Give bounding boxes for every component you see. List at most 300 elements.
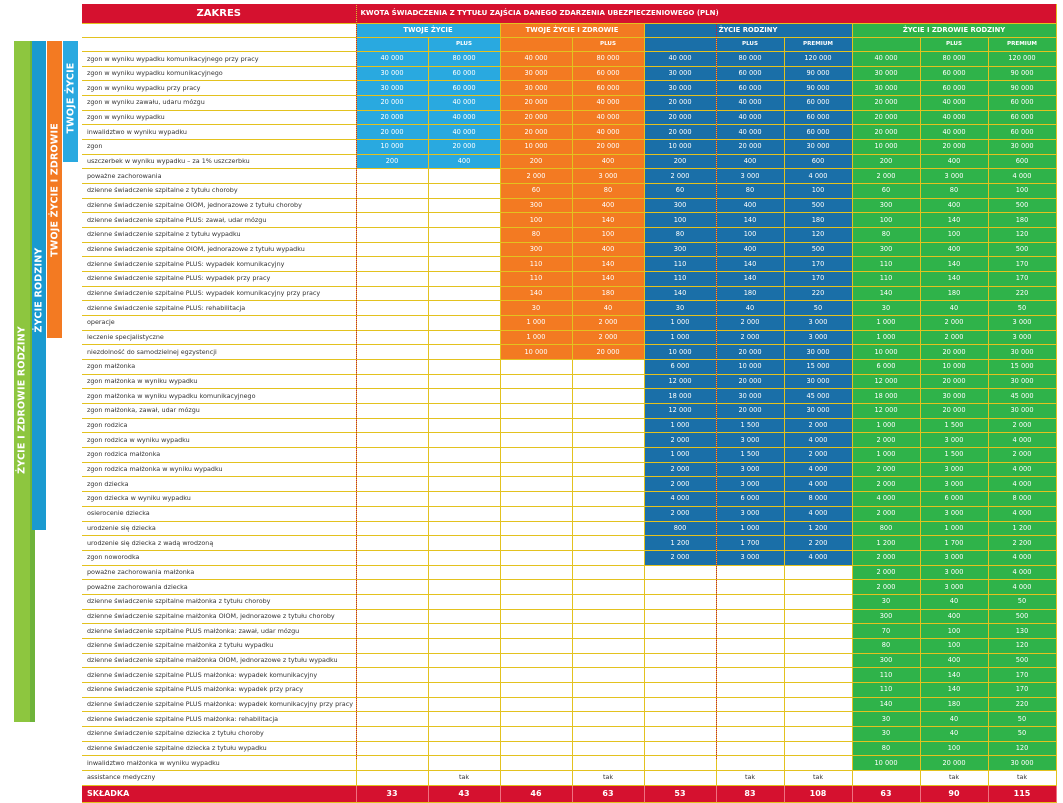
table-row — [82, 521, 1056, 536]
group-header: ŻYCIE RODZINY — [644, 24, 852, 38]
table-row — [82, 125, 1056, 140]
value-cell: 40 000 — [920, 96, 988, 111]
value-cell — [784, 609, 852, 624]
value-cell: 1 200 — [852, 536, 920, 551]
value-cell — [716, 565, 784, 580]
value-cell — [572, 404, 644, 419]
header-row — [82, 4, 1056, 24]
value-cell — [428, 536, 500, 551]
row-label: osierocenie dziecka — [82, 506, 356, 521]
row-label: zgon rodzica małżonka w wyniku wypadku — [82, 462, 356, 477]
value-cell: 3 000 — [920, 462, 988, 477]
row-label: niezdolność do samodzielnej egzystencji — [82, 345, 356, 360]
value-cell: 120 — [988, 638, 1056, 653]
value-cell: 1 000 — [852, 316, 920, 331]
value-cell: 180 — [920, 286, 988, 301]
value-cell — [356, 624, 428, 639]
value-cell — [500, 594, 572, 609]
value-cell: 300 — [644, 242, 716, 257]
value-cell: 60 000 — [716, 81, 784, 96]
value-cell — [572, 360, 644, 375]
value-cell: 100 — [572, 228, 644, 243]
value-cell — [356, 360, 428, 375]
value-cell — [572, 624, 644, 639]
value-cell: 500 — [988, 653, 1056, 668]
value-cell — [644, 756, 716, 771]
value-cell: 1 500 — [716, 448, 784, 463]
value-cell — [572, 477, 644, 492]
value-cell — [500, 433, 572, 448]
value-cell: 60 000 — [428, 66, 500, 81]
value-cell: 20 000 — [716, 345, 784, 360]
table-row — [82, 756, 1056, 771]
value-cell: 30 000 — [988, 756, 1056, 771]
row-label: poważne zachorowania — [82, 169, 356, 184]
value-cell — [644, 580, 716, 595]
value-cell: 20 000 — [356, 96, 428, 111]
value-cell — [428, 565, 500, 580]
value-cell: 50 — [988, 726, 1056, 741]
value-cell: 140 — [716, 257, 784, 272]
table-row — [82, 653, 1056, 668]
value-cell: 100 — [920, 624, 988, 639]
side-label-zycie-i-zdrowie-rodziny: ŻYCIE I ZDROWIE RODZINY — [16, 326, 28, 474]
value-cell: 50 — [988, 594, 1056, 609]
value-cell: 20 000 — [920, 756, 988, 771]
subheader-cell: PREMIUM — [784, 38, 852, 52]
value-cell: 4 000 — [784, 506, 852, 521]
row-label: zgon w wyniku zawału, udaru mózgu — [82, 96, 356, 111]
value-cell — [428, 228, 500, 243]
value-cell — [784, 741, 852, 756]
value-cell: 2 000 — [852, 433, 920, 448]
value-cell — [500, 726, 572, 741]
assistance-cell: tak — [716, 770, 784, 785]
value-cell — [500, 462, 572, 477]
value-cell — [356, 609, 428, 624]
value-cell: 140 — [920, 257, 988, 272]
value-cell: 130 — [988, 624, 1056, 639]
row-label: zgon rodzica w wyniku wypadku — [82, 433, 356, 448]
value-cell — [716, 653, 784, 668]
row-label: zgon małżonka w wyniku wypadku — [82, 374, 356, 389]
value-cell — [644, 609, 716, 624]
row-label: zgon dziecka w wyniku wypadku — [82, 492, 356, 507]
value-cell: 2 000 — [572, 330, 644, 345]
table-row — [82, 418, 1056, 433]
value-cell: 30 000 — [716, 389, 784, 404]
value-cell — [428, 286, 500, 301]
value-cell: 1 000 — [852, 418, 920, 433]
value-cell: 20 000 — [852, 125, 920, 140]
value-cell — [644, 668, 716, 683]
value-cell: 2 000 — [500, 169, 572, 184]
value-cell: 30 000 — [356, 81, 428, 96]
value-cell: 2 200 — [784, 536, 852, 551]
value-cell: 40 — [920, 712, 988, 727]
value-cell: 60 000 — [572, 81, 644, 96]
subheader-cell — [852, 38, 920, 52]
table-row — [82, 506, 1056, 521]
value-cell: 2 000 — [572, 316, 644, 331]
value-cell: 300 — [852, 609, 920, 624]
skladka-cell: 115 — [988, 785, 1056, 802]
value-cell: 170 — [988, 272, 1056, 287]
row-label: poważne zachorowania małżonka — [82, 565, 356, 580]
row-label: zgon noworodka — [82, 550, 356, 565]
table-row — [82, 697, 1056, 712]
row-label: zgon rodzica — [82, 418, 356, 433]
value-cell: 20 000 — [644, 110, 716, 125]
value-cell: 1 500 — [920, 418, 988, 433]
value-cell: 40 000 — [428, 96, 500, 111]
value-cell — [572, 594, 644, 609]
value-cell: 20 000 — [716, 404, 784, 419]
table-row — [82, 389, 1056, 404]
value-cell — [572, 433, 644, 448]
value-cell: 1 200 — [784, 521, 852, 536]
row-label: dzienne świadczenie szpitalne małżonka OIOM, jednorazowe z tytułu choroby — [82, 609, 356, 624]
value-cell: 4 000 — [988, 565, 1056, 580]
value-cell — [572, 609, 644, 624]
value-cell: 40 000 — [920, 125, 988, 140]
value-cell — [572, 550, 644, 565]
row-label: dzienne świadczenie szpitalne małżonka z tytułu wypadku — [82, 638, 356, 653]
value-cell — [784, 712, 852, 727]
value-cell — [428, 726, 500, 741]
value-cell — [716, 580, 784, 595]
value-cell: 30 000 — [500, 81, 572, 96]
value-cell: 45 000 — [784, 389, 852, 404]
value-cell: 20 000 — [852, 110, 920, 125]
value-cell: 60 000 — [988, 110, 1056, 125]
value-cell: 400 — [572, 198, 644, 213]
value-cell: 2 000 — [852, 506, 920, 521]
value-cell: 110 — [852, 272, 920, 287]
value-cell — [356, 198, 428, 213]
value-cell: 2 000 — [644, 433, 716, 448]
value-cell — [500, 521, 572, 536]
value-cell: 400 — [716, 154, 784, 169]
group-header: TWOJE ŻYCIE I ZDROWIE — [500, 24, 644, 38]
value-cell: 100 — [784, 184, 852, 199]
value-cell — [356, 448, 428, 463]
table-row — [82, 682, 1056, 697]
value-cell — [500, 550, 572, 565]
value-cell: 30 000 — [852, 81, 920, 96]
value-cell: 60 000 — [428, 81, 500, 96]
value-cell: 30 000 — [852, 66, 920, 81]
value-cell: 500 — [988, 609, 1056, 624]
value-cell: 30 000 — [784, 140, 852, 155]
value-cell: 8 000 — [784, 492, 852, 507]
value-cell: 30 000 — [356, 66, 428, 81]
value-cell — [428, 301, 500, 316]
value-cell: 2 000 — [920, 330, 988, 345]
value-cell: 140 — [920, 272, 988, 287]
row-label: dzienne świadczenie szpitalne małżonka OIOM, jednorazowe z tytułu wypadku — [82, 653, 356, 668]
row-label: dzienne świadczenie szpitalne PLUS: wypadek przy pracy — [82, 272, 356, 287]
value-cell — [428, 712, 500, 727]
value-cell — [428, 272, 500, 287]
value-cell: 30 000 — [988, 345, 1056, 360]
value-cell: 140 — [852, 697, 920, 712]
table-row — [82, 668, 1056, 683]
value-cell: 400 — [920, 198, 988, 213]
table-row — [82, 66, 1056, 81]
value-cell — [428, 462, 500, 477]
value-cell — [572, 756, 644, 771]
value-cell — [428, 316, 500, 331]
value-cell: 2 000 — [988, 418, 1056, 433]
value-cell: 40 000 — [572, 110, 644, 125]
subheader-cell — [356, 38, 428, 52]
value-cell: 4 000 — [784, 462, 852, 477]
table-row — [82, 741, 1056, 756]
value-cell: 80 000 — [572, 52, 644, 67]
skladka-cell: 46 — [500, 785, 572, 802]
dotted-divider — [356, 4, 357, 759]
value-cell — [784, 565, 852, 580]
value-cell: 3 000 — [920, 506, 988, 521]
value-cell: 2 000 — [988, 448, 1056, 463]
value-cell: 20 000 — [356, 125, 428, 140]
value-cell: 110 — [644, 272, 716, 287]
value-cell: 170 — [988, 682, 1056, 697]
value-cell — [644, 624, 716, 639]
value-cell: 6 000 — [716, 492, 784, 507]
value-cell: 110 — [852, 257, 920, 272]
table-row — [82, 184, 1056, 199]
row-label: dzienne świadczenie szpitalne OIOM, jednorazowe z tytułu wypadku — [82, 242, 356, 257]
group-header: ŻYCIE I ZDROWIE RODZINY — [852, 24, 1056, 38]
table-row — [82, 462, 1056, 477]
value-cell: 170 — [988, 668, 1056, 683]
value-cell: 50 — [988, 712, 1056, 727]
value-cell: 30 000 — [644, 66, 716, 81]
value-cell: 30 — [852, 594, 920, 609]
value-cell: 20 000 — [852, 96, 920, 111]
assistance-cell — [356, 770, 428, 785]
value-cell: 10 000 — [644, 140, 716, 155]
row-label: dzienne świadczenie szpitalne PLUS małżonka: rehabilitacja — [82, 712, 356, 727]
value-cell — [500, 506, 572, 521]
value-cell: 80 — [572, 184, 644, 199]
row-label: zgon w wyniku wypadku — [82, 110, 356, 125]
value-cell — [428, 594, 500, 609]
value-cell — [644, 638, 716, 653]
table-row — [82, 638, 1056, 653]
value-cell — [356, 242, 428, 257]
value-cell: 3 000 — [784, 330, 852, 345]
value-cell: 140 — [572, 272, 644, 287]
group-header: TWOJE ŻYCIE — [356, 24, 500, 38]
value-cell — [784, 653, 852, 668]
value-cell: 40 000 — [428, 125, 500, 140]
value-cell: 10 000 — [356, 140, 428, 155]
value-cell — [644, 594, 716, 609]
value-cell — [356, 506, 428, 521]
value-cell: 30 000 — [784, 404, 852, 419]
value-cell: 1 000 — [644, 418, 716, 433]
value-cell — [572, 448, 644, 463]
value-cell: 30 000 — [644, 81, 716, 96]
row-label: dzienne świadczenie szpitalne PLUS małżonka: zawał, udar mózgu — [82, 624, 356, 639]
value-cell — [572, 506, 644, 521]
value-cell: 40 000 — [428, 110, 500, 125]
row-label: zgon w wyniku wypadku komunikacyjnego — [82, 66, 356, 81]
value-cell: 4 000 — [784, 433, 852, 448]
value-cell: 3 000 — [988, 316, 1056, 331]
table-row — [82, 609, 1056, 624]
value-cell: 80 — [852, 638, 920, 653]
value-cell: 40 — [920, 301, 988, 316]
value-cell — [784, 638, 852, 653]
value-cell — [644, 712, 716, 727]
value-cell: 120 000 — [784, 52, 852, 67]
value-cell — [500, 492, 572, 507]
value-cell: 2 000 — [852, 462, 920, 477]
table-row — [82, 242, 1056, 257]
assistance-cell — [644, 770, 716, 785]
value-cell — [716, 609, 784, 624]
value-cell: 1 700 — [716, 536, 784, 551]
value-cell: 3 000 — [920, 580, 988, 595]
value-cell: 12 000 — [852, 374, 920, 389]
value-cell: 500 — [988, 242, 1056, 257]
value-cell: 120 — [988, 741, 1056, 756]
value-cell — [500, 536, 572, 551]
value-cell — [500, 404, 572, 419]
row-label: uszczerbek w wyniku wypadku – za 1% uszczerbku — [82, 154, 356, 169]
row-label: dzienne świadczenie szpitalne z tytułu choroby — [82, 184, 356, 199]
value-cell — [428, 697, 500, 712]
value-cell: 4 000 — [784, 550, 852, 565]
value-cell: 30 000 — [920, 389, 988, 404]
value-cell: 80 — [852, 228, 920, 243]
value-cell: 45 000 — [988, 389, 1056, 404]
value-cell: 90 000 — [988, 66, 1056, 81]
value-cell: 1 000 — [852, 448, 920, 463]
group-header-spacer — [82, 24, 356, 38]
value-cell — [356, 565, 428, 580]
value-cell: 120 — [988, 228, 1056, 243]
value-cell — [784, 668, 852, 683]
value-cell — [356, 286, 428, 301]
row-label: zgon małżonka, zawał, udar mózgu — [82, 404, 356, 419]
table-row — [82, 316, 1056, 331]
value-cell: 6 000 — [920, 492, 988, 507]
value-cell: 30 000 — [988, 374, 1056, 389]
assistance-cell: tak — [784, 770, 852, 785]
value-cell — [500, 624, 572, 639]
value-cell — [428, 360, 500, 375]
row-label: dzienne świadczenie szpitalne PLUS: wypadek komunikacyjny — [82, 257, 356, 272]
value-cell: 3 000 — [716, 462, 784, 477]
table-row — [82, 726, 1056, 741]
value-cell — [500, 477, 572, 492]
value-cell — [428, 756, 500, 771]
value-cell — [428, 682, 500, 697]
row-label: zgon w wyniku wypadku przy pracy — [82, 81, 356, 96]
value-cell — [716, 638, 784, 653]
table-row — [82, 565, 1056, 580]
value-cell — [428, 345, 500, 360]
value-cell: 400 — [572, 154, 644, 169]
value-cell — [356, 184, 428, 199]
value-cell — [784, 697, 852, 712]
value-cell: 30 000 — [784, 345, 852, 360]
value-cell: 40 — [716, 301, 784, 316]
value-cell: 110 — [500, 272, 572, 287]
assistance-cell: tak — [572, 770, 644, 785]
value-cell — [644, 741, 716, 756]
value-cell: 1 000 — [644, 330, 716, 345]
value-cell: 80 — [920, 184, 988, 199]
side-label-twoje-zycie-i-zdrowie: TWOJE ŻYCIE I ZDROWIE — [49, 123, 61, 257]
table-row — [82, 492, 1056, 507]
value-cell: 300 — [500, 242, 572, 257]
subheader-cell — [644, 38, 716, 52]
value-cell — [356, 477, 428, 492]
value-cell: 180 — [784, 213, 852, 228]
row-label: zgon rodzica małżonka — [82, 448, 356, 463]
skladka-cell: 53 — [644, 785, 716, 802]
row-label: dzienne świadczenie szpitalne PLUS: rehabilitacja — [82, 301, 356, 316]
value-cell — [356, 682, 428, 697]
value-cell: 20 000 — [920, 374, 988, 389]
value-cell — [428, 448, 500, 463]
value-cell: 300 — [644, 198, 716, 213]
value-cell: 120 000 — [988, 52, 1056, 67]
row-label: dzienne świadczenie szpitalne dziecka z tytułu wypadku — [82, 741, 356, 756]
value-cell: 90 000 — [784, 66, 852, 81]
value-cell: 600 — [988, 154, 1056, 169]
value-cell: 20 000 — [500, 96, 572, 111]
value-cell: 140 — [852, 286, 920, 301]
value-cell: 20 000 — [920, 140, 988, 155]
value-cell: 3 000 — [920, 477, 988, 492]
kwota-header: KWOTA ŚWIADCZENIA Z TYTUŁU ZAJŚCIA DANEGO ZDARZENIA UBEZPIECZENIOWEGO (PLN) — [356, 4, 1056, 24]
row-label: zgon małżonka — [82, 360, 356, 375]
row-label: leczenie specjalistyczne — [82, 330, 356, 345]
value-cell: 20 000 — [500, 125, 572, 140]
value-cell — [428, 492, 500, 507]
value-cell — [356, 726, 428, 741]
value-cell: 80 — [852, 741, 920, 756]
value-cell: 10 000 — [644, 345, 716, 360]
value-cell — [428, 506, 500, 521]
value-cell: 40 000 — [572, 125, 644, 140]
value-cell: 18 000 — [852, 389, 920, 404]
value-cell: 20 000 — [356, 110, 428, 125]
value-cell: 60 000 — [784, 125, 852, 140]
value-cell: 110 — [852, 668, 920, 683]
value-cell: 200 — [644, 154, 716, 169]
row-label: dzienne świadczenie szpitalne małżonka z tytułu choroby — [82, 594, 356, 609]
value-cell: 4 000 — [988, 477, 1056, 492]
value-cell: 60 000 — [784, 96, 852, 111]
value-cell: 6 000 — [852, 360, 920, 375]
row-label: dzienne świadczenie szpitalne dziecka z tytułu choroby — [82, 726, 356, 741]
value-cell — [356, 536, 428, 551]
value-cell: 60 000 — [988, 125, 1056, 140]
table-row — [82, 345, 1056, 360]
side-label-zycie-rodziny: ŻYCIE RODZINY — [33, 247, 45, 333]
zakres-header: ZAKRES — [82, 4, 356, 24]
value-cell: 2 000 — [644, 506, 716, 521]
value-cell: 170 — [784, 272, 852, 287]
